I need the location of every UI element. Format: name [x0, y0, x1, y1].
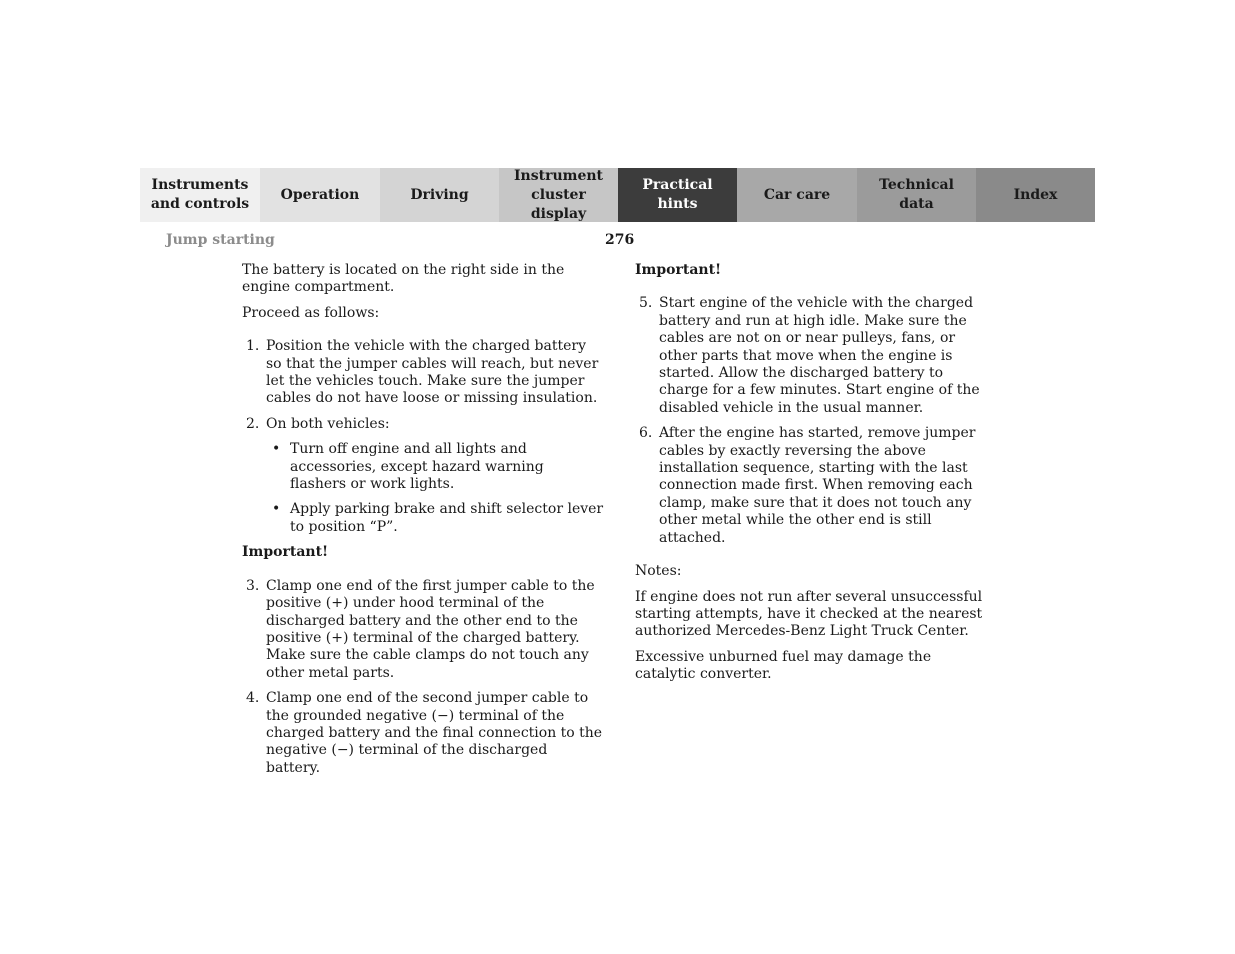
- tab-label: Instrument cluster display: [514, 167, 603, 222]
- step-item: [242, 690, 604, 777]
- tab-driving[interactable]: [380, 168, 499, 222]
- step-item: [242, 578, 604, 682]
- bullet-text: Turn off engine and all lights and accessories, except hazard warning flashers or work lights.: [290, 441, 544, 493]
- tab-label: Index: [1013, 186, 1058, 203]
- bullet-item: [242, 441, 604, 493]
- left-column: [242, 262, 604, 785]
- tab-label: Driving: [410, 186, 469, 203]
- step-item: [242, 338, 604, 408]
- important-heading: Important!: [635, 262, 722, 278]
- page-number: 276: [605, 232, 635, 248]
- bullet-icon: •: [272, 441, 281, 458]
- step-text: Position the vehicle with the charged battery so that the jumper cables will reach, but never let the vehicles touch. Make sure the jumper cables do not have loose or missing insulation.: [266, 338, 599, 407]
- proceed-paragraph: Proceed as follows:: [242, 304, 380, 321]
- tab-label: Operation: [280, 186, 360, 203]
- section-tab-bar: [140, 168, 1095, 222]
- tab-instruments-and-controls[interactable]: [140, 168, 260, 222]
- step-text: Clamp one end of the first jumper cable to the positive (+) under hood terminal of the discharged battery and the other end to the positive (+) terminal of the charged battery. Make sure the cable clamps do not touch any other metal parts.: [266, 577, 595, 681]
- note-paragraph: Excessive unburned fuel may damage the catalytic converter.: [635, 648, 932, 683]
- tab-index[interactable]: [976, 168, 1095, 222]
- step-number: 3.: [246, 577, 260, 594]
- bullet-icon: •: [272, 501, 281, 518]
- bullet-text: Apply parking brake and shift selector lever to position “P”.: [290, 501, 604, 535]
- note-paragraph: If engine does not run after several unsuccessful starting attempts, have it checked at the nearest authorized Mercedes-Benz Light Truck Center.: [635, 588, 983, 640]
- tab-technical-data[interactable]: [857, 168, 976, 222]
- step-number: 5.: [639, 295, 653, 312]
- tab-practical-hints[interactable]: [618, 168, 737, 222]
- step-number: 6.: [639, 425, 653, 442]
- section-title: Jump starting: [166, 232, 275, 248]
- tab-label: Practical hints: [642, 177, 713, 212]
- step-number: 1.: [246, 338, 260, 355]
- notes-label: Notes:: [635, 563, 682, 580]
- step-item: [242, 416, 604, 433]
- step-number: 2.: [246, 415, 260, 432]
- step-number: 4.: [246, 690, 260, 707]
- step-text: Start engine of the vehicle with the charged battery and run at high idle. Make sure the cables are not on or near pulleys, fans, or other parts that move when the engine is started. Allow the discharged battery to charge for a few minutes. Start engine of the disabled vehicle in the usual manner.: [659, 295, 980, 416]
- step-text: Clamp one end of the second jumper cable to the grounded negative (−) terminal of the charged battery and the final connection to the negative (−) terminal of the discharged battery.: [266, 690, 603, 776]
- tab-operation[interactable]: [260, 168, 380, 222]
- step-text: After the engine has started, remove jumper cables by exactly reversing the above installation sequence, starting with the last connection made first. When removing each clamp, make sure that it does not touch any other metal while the other end is still attached.: [659, 425, 976, 546]
- step-text: On both vehicles:: [266, 415, 390, 432]
- tab-label: Car care: [763, 186, 831, 203]
- step-item: [635, 295, 995, 417]
- bullet-item: [242, 501, 604, 536]
- tab-car-care[interactable]: [737, 168, 857, 222]
- tab-label: Instruments and controls: [150, 177, 250, 212]
- tab-instrument-cluster-display[interactable]: [499, 168, 618, 222]
- right-column: [635, 262, 995, 692]
- tab-label: Technical data: [879, 177, 954, 212]
- important-heading: Important!: [242, 544, 329, 561]
- step-item: [635, 425, 995, 547]
- intro-paragraph: The battery is located on the right side in the engine compartment.: [242, 262, 565, 296]
